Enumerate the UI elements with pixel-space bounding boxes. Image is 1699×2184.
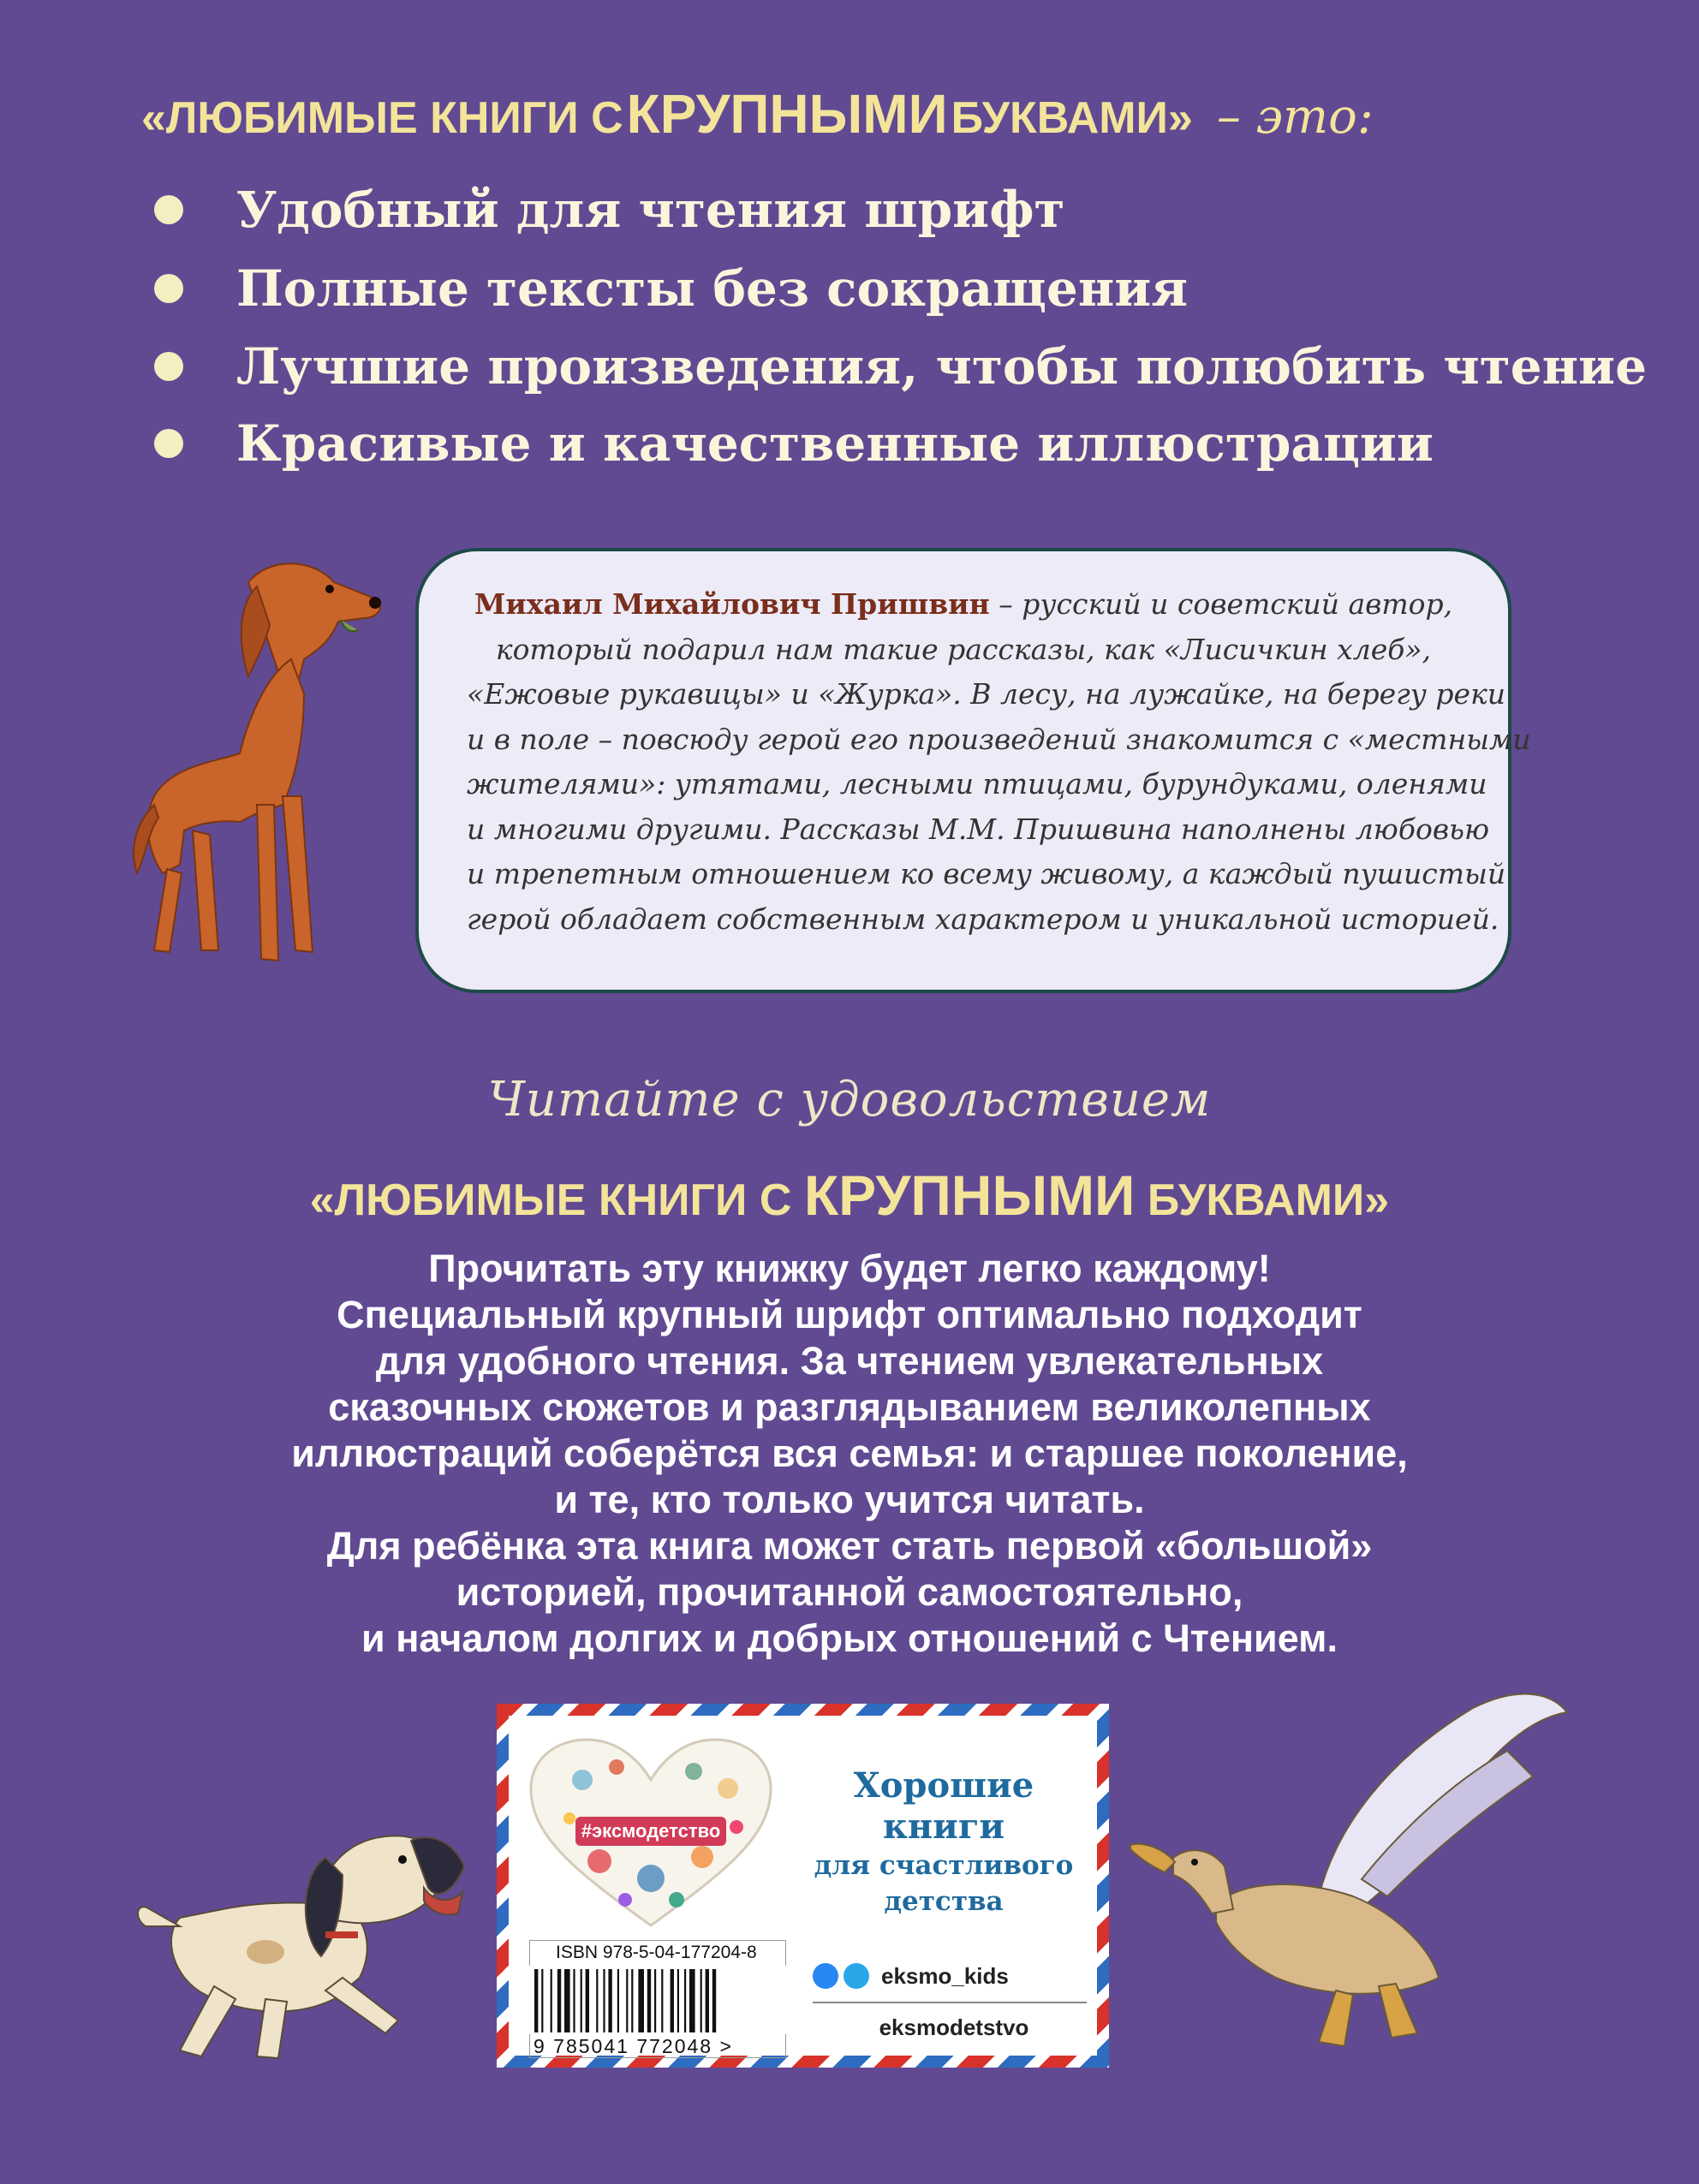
barcode-bar [626, 1969, 628, 2032]
description-line: для удобного чтения. За чтением увлекательных [375, 1339, 1324, 1383]
bullet-item [154, 332, 1647, 401]
author-line: «Ежовые рукавицы» и «Журка». В лесу, на лужайке, на берегу реки [467, 677, 1506, 711]
website-row [813, 2008, 1095, 2046]
author-line: и многими другими. Рассказы М.М. Пришвина наполнены любовью [467, 812, 1490, 846]
bullet-text: Полные тексты без сокращения [236, 259, 1189, 318]
barcode-bar [684, 1969, 686, 2032]
barcode-bar [557, 1969, 561, 2032]
description-line: Специальный крупный шрифт оптимально подходит [337, 1293, 1362, 1336]
barcode-bar [647, 1969, 651, 2032]
social-links [813, 1957, 1095, 2060]
description-line: и те, кто только учится читать. [554, 1478, 1145, 1521]
header-suffix: – это: [1216, 89, 1374, 145]
barcode-bar [671, 1969, 674, 2032]
author-info-box [415, 548, 1531, 993]
series-title-close: БУКВАМИ» [1135, 1175, 1390, 1225]
bullet-dot-icon [154, 429, 183, 458]
header-emphasis: КРУПНЫМИ [626, 83, 948, 145]
isbn-label: ISBN 978-5-04-177204-8 [529, 1940, 786, 1966]
barcode-bar [677, 1969, 679, 2032]
barcode-bar [712, 1969, 716, 2032]
description-line: и началом долгих и добрых отношений с Чтением. [361, 1616, 1338, 1660]
bullet-dot-icon [154, 274, 183, 303]
heart-emblem [522, 1733, 779, 1934]
barcode-bar [706, 1969, 709, 2032]
barcode-bar [564, 1969, 570, 2032]
header-open: «ЛЮБИМЫЕ КНИГИ С [141, 93, 623, 143]
author-name: Михаил Михайлович Пришвин [474, 587, 990, 621]
barcode-bar [541, 1969, 543, 2032]
slogan-block [791, 1765, 1096, 1919]
series-title-emphasis: КРУПНЫМИ [803, 1163, 1136, 1227]
series-title-open: «ЛЮБИМЫЕ КНИГИ С [309, 1175, 804, 1225]
description-line: историей, прочитанной самостоятельно, [456, 1570, 1243, 1614]
description-line: иллюстраций соберётся вся семья: и старшее поколение, [291, 1431, 1408, 1475]
author-line-rest: – русский и советский автор, [989, 587, 1453, 621]
series-title [0, 1163, 1699, 1240]
author-line: и трепетным отношением ко всему живому, а каждый пушистый [467, 857, 1506, 890]
description-line: Прочитать эту книжку будет легко каждому! [428, 1247, 1271, 1290]
series-header [141, 82, 1597, 159]
author-line: и в поле – повсюду герой его произведений знакомится с «местными [467, 722, 1531, 756]
barcode-bar [700, 1969, 702, 2032]
barcode-bar [631, 1969, 633, 2032]
barcode-bar [617, 1969, 619, 2032]
bullet-text: Красивые и качественные иллюстрации [236, 414, 1434, 473]
hashtag-label: #эксмодетство [581, 1820, 721, 1842]
barcode-bar [596, 1969, 598, 2032]
read-subtitle: Читайте с удовольствием [487, 1072, 1212, 1128]
spaniel-puppy-illustration [128, 1806, 488, 2063]
bullet-item [154, 409, 1610, 478]
barcode-digits: 9 785041 772048 > [529, 2034, 786, 2058]
barcode-bar [603, 1969, 605, 2032]
barcode-bar [586, 1969, 589, 2032]
description-paragraph [0, 1246, 1699, 1665]
bullet-item [154, 176, 1610, 244]
barcode-bar [573, 1969, 575, 2032]
duck-illustration [1105, 1682, 1584, 2059]
social-row [813, 1957, 1095, 1995]
author-line: жителями»: утятами, лесными птицами, бурундуками, оленями [467, 767, 1487, 800]
website-label: eksmodetstvo [879, 2014, 1029, 2040]
author-line: который подарил нам такие рассказы, как «Лисичкин хлеб», [495, 632, 1432, 666]
description-line: Для ребёнка эта книга может стать первой «большой» [326, 1524, 1373, 1568]
publisher-envelope-card [497, 1704, 1109, 2068]
slogan-line: для счастливого [814, 1850, 1074, 1881]
description-line: сказочных сюжетов и разглядыванием великолепных [328, 1385, 1371, 1429]
barcode-bar [534, 1969, 538, 2032]
author-line [467, 582, 1460, 628]
social-handle: eksmo_kids [881, 1962, 1009, 1989]
vk-icon [813, 1963, 838, 1989]
barcode-graphic [529, 1966, 786, 2036]
barcode-bar [661, 1969, 663, 2032]
setter-dog-illustration [120, 548, 402, 976]
bullet-item [154, 254, 1610, 323]
barcode-bar [654, 1969, 656, 2032]
slogan-line: Хорошие [853, 1765, 1034, 1806]
social-divider [813, 2002, 1087, 2003]
barcode-bar [608, 1969, 611, 2032]
telegram-icon [844, 1963, 869, 1989]
slogan-line: детства [884, 1886, 1004, 1917]
barcode-bar [638, 1969, 644, 2032]
envelope-inner [509, 1716, 1097, 2056]
barcode-bar [581, 1969, 582, 2032]
bullet-text: Удобный для чтения шрифт [236, 181, 1065, 239]
header-close: БУКВАМИ» [951, 93, 1193, 143]
barcode-bar [551, 1969, 552, 2032]
bullet-dot-icon [154, 195, 183, 224]
author-line: герой обладает собственным характером и уникальной историей. [467, 902, 1499, 936]
slogan-line: книги [882, 1806, 1004, 1847]
bullet-dot-icon [154, 352, 183, 381]
bullet-text: Лучшие произведения, чтобы полюбить чтение [236, 337, 1647, 396]
barcode-bar [689, 1969, 695, 2032]
